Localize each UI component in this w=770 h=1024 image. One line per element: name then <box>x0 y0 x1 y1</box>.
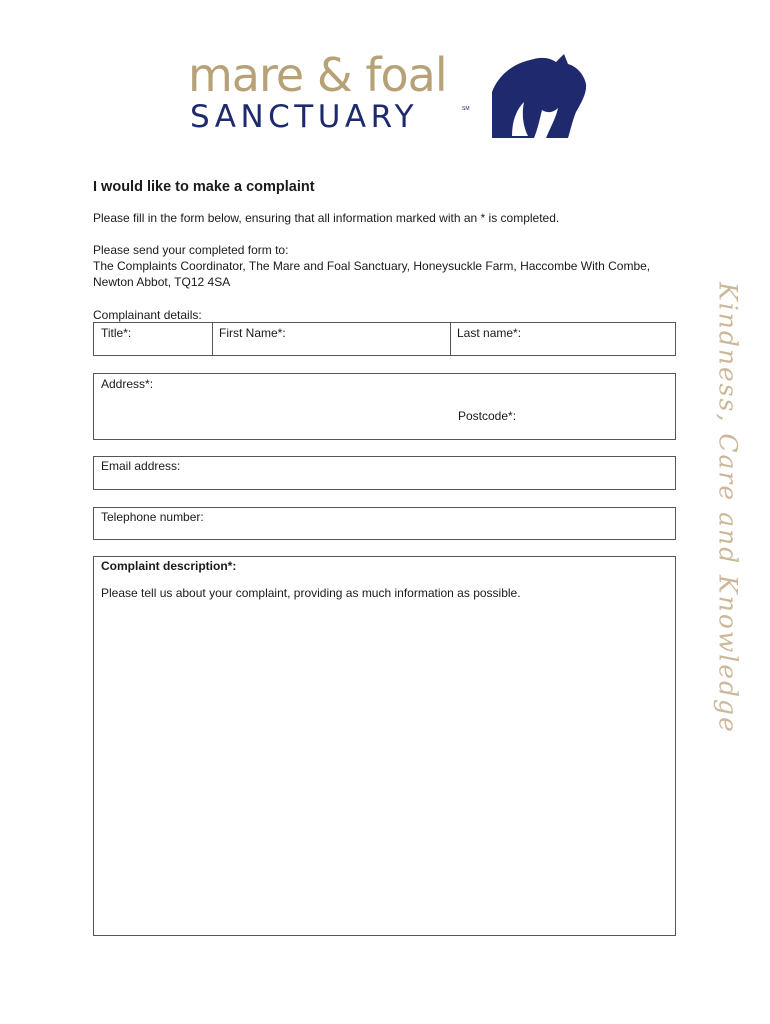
first-name-label: First Name*: <box>219 326 286 340</box>
postcode-label: Postcode*: <box>458 409 517 423</box>
send-instructions: Please send your completed form to: <box>93 243 289 257</box>
address-label: Address*: <box>101 377 154 391</box>
complaint-description-prompt: Please tell us about your complaint, providing as much information as possible. <box>101 586 521 600</box>
last-name-field[interactable] <box>451 323 675 355</box>
complaint-description-label: Complaint description*: <box>101 559 237 573</box>
logo-text-mare-foal: mare & foal <box>188 48 447 102</box>
logo-service-mark: SM <box>462 106 470 112</box>
email-field[interactable] <box>93 456 676 490</box>
fill-instructions: Please fill in the form below, ensuring that all information marked with an * is completed. <box>93 211 560 225</box>
page-title: I would like to make a complaint <box>93 179 315 195</box>
email-label: Email address: <box>101 459 181 473</box>
complainant-details-label: Complainant details: <box>93 308 202 322</box>
logo-text-sanctuary: SANCTUARY <box>190 99 419 135</box>
first-name-field[interactable] <box>213 323 450 355</box>
name-row <box>93 322 676 356</box>
title-field[interactable] <box>94 323 212 355</box>
postal-address: The Complaints Coordinator, The Mare and Foal Sanctuary, Honeysuckle Farm, Haccombe With Combe, Newton Abbot, TQ12 4SA <box>93 259 651 289</box>
horse-head-icon <box>490 52 588 140</box>
side-tagline: Kindness, Care and Knowledge <box>713 282 743 734</box>
complaint-description-field[interactable] <box>93 556 676 936</box>
telephone-label: Telephone number: <box>101 510 204 524</box>
last-name-label: Last name*: <box>457 326 522 340</box>
title-label: Title*: <box>101 326 132 340</box>
telephone-field[interactable] <box>93 507 676 540</box>
address-field[interactable] <box>93 373 676 440</box>
